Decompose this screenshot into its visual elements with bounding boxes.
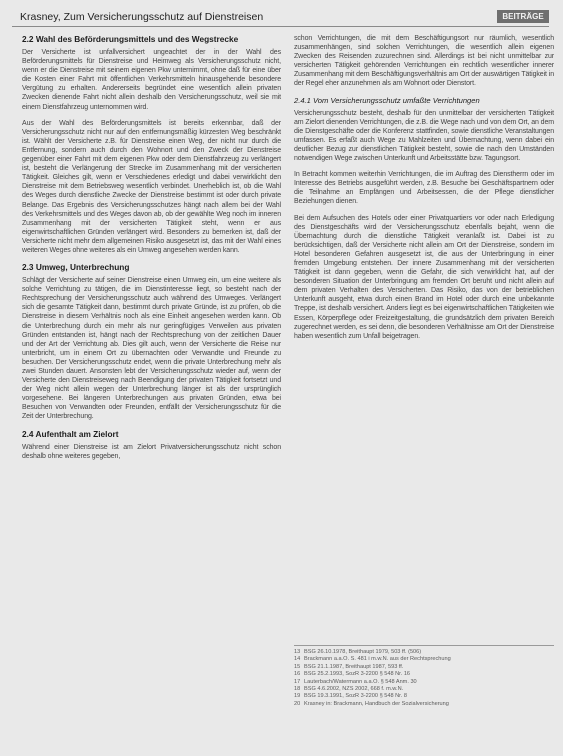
footnote-number: 16 [294,671,301,678]
section-2-3 [22,262,281,422]
footnote [294,664,554,671]
footnote-number: 14 [294,656,301,663]
footnote [294,671,554,678]
section-2-4 [22,429,281,461]
footnote [294,686,554,693]
footnote [294,693,554,700]
right-column [294,34,554,348]
footnote-text: BSG 26.10.1978, Breithaupt 1979, 503 ff. (506) [304,649,422,655]
footnote-number: 17 [294,678,301,685]
section-heading: 2.3 Umweg, Unterbrechung [22,262,130,273]
footnote-number: 20 [294,700,301,707]
body-paragraph: Während einer Dienstreise ist am Zielort Privatversicherungsschutz nicht schon deshalb ohne weiteres gegeben, [22,443,281,460]
body-paragraph: Schlägt der Versicherte auf seiner Dienstreise einen Umweg ein, um eine weitere als solche Verrichtung zu tätigen, die im Dienstinteresse liegt, so besteht nach der Rechtsprechung der Versicherungsschutz auch während des Umweges. Verlängert sich die gesamte Tätigkeit dann, bestimmt durch private Gründe, ist zu prüfen, ob die Dienstreise in diesem Verhältnis noch als eine Einheit angesehen werden kann. Ob die Unterbrechung durch ein mehr als nur geringfügiges Verweilen aus privaten Gründen entstanden ist, hängt nach der Rechtsprechung von der zeitlichen Dauer und der Art der Verrichtung ab. Dies gilt auch, wenn der Versicherte die Reise nur unterbricht, um in einem Ort zu übernachten oder Verwandte und Freunde zu besuchen. Der Versicherungsschutz endet, wenn die private Unterbrechung mehr als zwei Stunden dauert. Ansonsten lebt der Versicherungsschutz wieder auf, wenn der Versicherte den Dienstreiseweg nach Beendigung der privaten Tätigkeit fortsetzt und der Weg nicht allein wegen der Unterbrechung länger ist als der ursprünglich vorgesehene. Bei längeren Unterbrechungen aus privaten Gründen, etwa bei Besuchen von Verwandten oder Freunden, entfällt der Versicherungsschutz für die Zeit der Unterbrechung. [22,277,281,421]
footnote-number: 19 [294,693,301,700]
section-heading: 2.4 Aufenthalt am Zielort [22,428,119,439]
body-paragraph: Der Versicherte ist unfallversichert ungeachtet der in der Wahl des Beförderungsmittels für Dienstreise und Heimweg als Versicherungsschutz nicht, wenn er die Dienstreise mit seinem eigenen Pkw unternimmt, ohne daß für eine über die Kosten einer Fahrt mit öffentlichen Verkehrsmitteln hinausgehende besondere Vergütung zu erhalten. Andererseits begründet eine wesentlich allein privaten Zwecken dienende Fahrt nicht allein deshalb den Versicherungsschutz, weil sie mit einem Dienstfahrzeug unternommen wird. [22,49,281,111]
footnote-text: BSG 21.1.1987, Breithaupt 1987, 593 ff. [304,663,404,670]
body-paragraph: In Betracht kommen weiterhin Verrichtungen, die im Auftrag des Dienstherrn oder im Interesse des Betriebs ausgeführt werden, z.B. Besuche bei Geschäftspartnern oder die Teilnahme an Empfängen und Arbeitsessen, die der Pflege dienstlicher Beziehungen dienen. [294,171,554,206]
section-2-4-1 [294,96,554,341]
footnote [294,701,554,708]
body-paragraph: Aus der Wahl des Beförderungsmittels ist bereits erkennbar, daß der Versicherungsschutz nicht nur auf den entfernungsmäßig kürzesten Weg beschränkt ist. Wählt der Versicherte z.B. für Dienstreise einen Weg, der nicht nur durch die Entfernung, sondern auch durch den Wohnort und den Zweck der Dienstreise gegenüber einer Fahrt mit dem eigenen Pkw oder dem Dienstfahrzeug zu verlängert ist, besteht die Verlängerung der Strecke im Zusammenhang mit der versicherten Tätigkeit. Gleiches gilt, wenn er Verschiedenes erledigt und dabei verwirklicht den Dienstreise mit dem Betriebsweg wesentlich verbindet. Unerheblich ist, ob die Wahl des Weges durch dienstliche Zwecke der Dienstreise bestimmt ist oder durch private Belange. Das Ergebnis des Versicherungsschutzes hängt nach allem bei der Wahl des Verkehrsmittels und des Weges davon ab, ob der gewählte Weg noch im inneren Zusammenhang mit der versicherten Tätigkeit steht, wenn er aus eigenwirtschaftlichen Gründen verlängert wird. Besonders zu bemerken ist, daß der Versicherte nicht mehr dem allgemeinen Risiko ausgesetzt ist, das mit der Wahl eines weiteren Weges ohne weiteres als ein Umweg angesehen werden kann. [22,119,281,254]
running-title: Krasney, Zum Versicherungsschutz auf Dienstreisen [20,11,264,23]
subsection-heading: 2.4.1 Vom Versicherungsschutz umfaßte Verrichtungen [294,95,480,105]
left-column [22,34,281,468]
footnotes [294,645,554,708]
body-paragraph: Bei dem Aufsuchen des Hotels oder einer Privatquartiers vor oder nach Erledigung des Dienstgeschäfts wird der Versicherungsschutz ebenfalls bejaht, wenn die Übernachtung durch die dienstliche Tätigkeit veranlaßt ist. Dabei ist zu berücksichtigen, daß der Versicherte nicht allein am Ort der Dienstreise, sondern im Hotel besonderen Gefahren ausgesetzt ist, die aus der Unterbringung in einer fremden Umgebung entstehen. Der innere Zusammenhang mit der versicherten Tätigkeit ist dann gegeben, wenn die Gefahr, die sich verwirklicht hat, auf der besonderen Situation der Unterbringung am fremden Ort beruht und nicht allein auf dem privaten Verhalten des Versicherten. Das Risiko, das von der betrieblichen Unterkunft ausgeht, etwa durch einen Brand im Hotel oder durch eine unbekannte Treppe, ist deshalb versichert. Anders liegt es bei eigenwirtschaftlichen Tätigkeiten wie Essen, Körperpflege oder Freizeitgestaltung, die grundsätzlich dem privaten Bereich zugerechnet werden, es sei denn, die besonderen Verhältnisse am Ort der Dienstreise haben wesentlich zum Unfall beigetragen. [294,214,554,340]
footnote [294,649,554,656]
footnote-number: 13 [294,649,301,655]
footnote-text: BSG 25.2.1993, SozR 3-2200 § 548 Nr. 16 [304,671,411,678]
section-tab: BEITRÄGE [497,10,549,23]
section-2-2 [22,34,281,255]
footnote-number: 15 [294,663,301,670]
footnote-text: Krasney in: Brackmann, Handbuch der Sozialversicherung [304,700,449,707]
footnote-number: 18 [294,686,301,693]
footnote-text: Brackmann a.a.O. S. 481 i m.w.N. aus der Rechtsprechung [304,656,451,663]
running-header [12,9,549,27]
section-heading: 2.2 Wahl des Beförderungsmittels und des Wegstrecke [22,34,239,44]
body-paragraph: Versicherungsschutz besteht, deshalb für den unmittelbar der versicherten Tätigkeit am Zielort dienenden Verrichtungen, die z.B. die Wege nach und von dem Ort, an dem die Dienstgeschäfte oder die Konferenz stattfinden, sowie dienstliche Veranstaltungen umfassen. Es erfaßt auch Wege zu Mahlzeiten und Übernachtung, wenn dabei ein deutlicher Bezug zur dienstlichen Tätigkeit besteht, sowie die nach den Umständen notwendigen Wege zwischen Unterkunft und Arbeitsstätte bzw. Tagungsort. [294,109,554,163]
body-paragraph: schon Verrichtungen, die mit dem Beschäftigungsort nur räumlich, wesentlich zusammenhängen, sind solchen Verrichtungen, die wesentlich allein eigenen Zwecken des Reisenden zuzurechnen sind. Allerdings ist bei nicht unmittelbar zur versicherten Tätigkeit gehörenden Verrichtungen ein rechtlich wesentlicher innerer Zusammenhang mit dem Beschäftigungsverhältnis am Ort der auswärtigen Tätigkeit in der Regel eher anzunehmen als am Wohnort oder Dienstort. [294,35,554,88]
footnote [294,679,554,686]
footnote-text: BSG 4.6.2002, NZS 2002, 668 f. m.w.N. [304,686,404,693]
footnote [294,656,554,663]
footnote-text: BSG 19.3.1991, SozR 3-2200 § 548 Nr. 8 [304,693,407,700]
footnote-text: Lauterbach/Watermann a.a.O. § 548 Anm. 30 [304,678,417,685]
